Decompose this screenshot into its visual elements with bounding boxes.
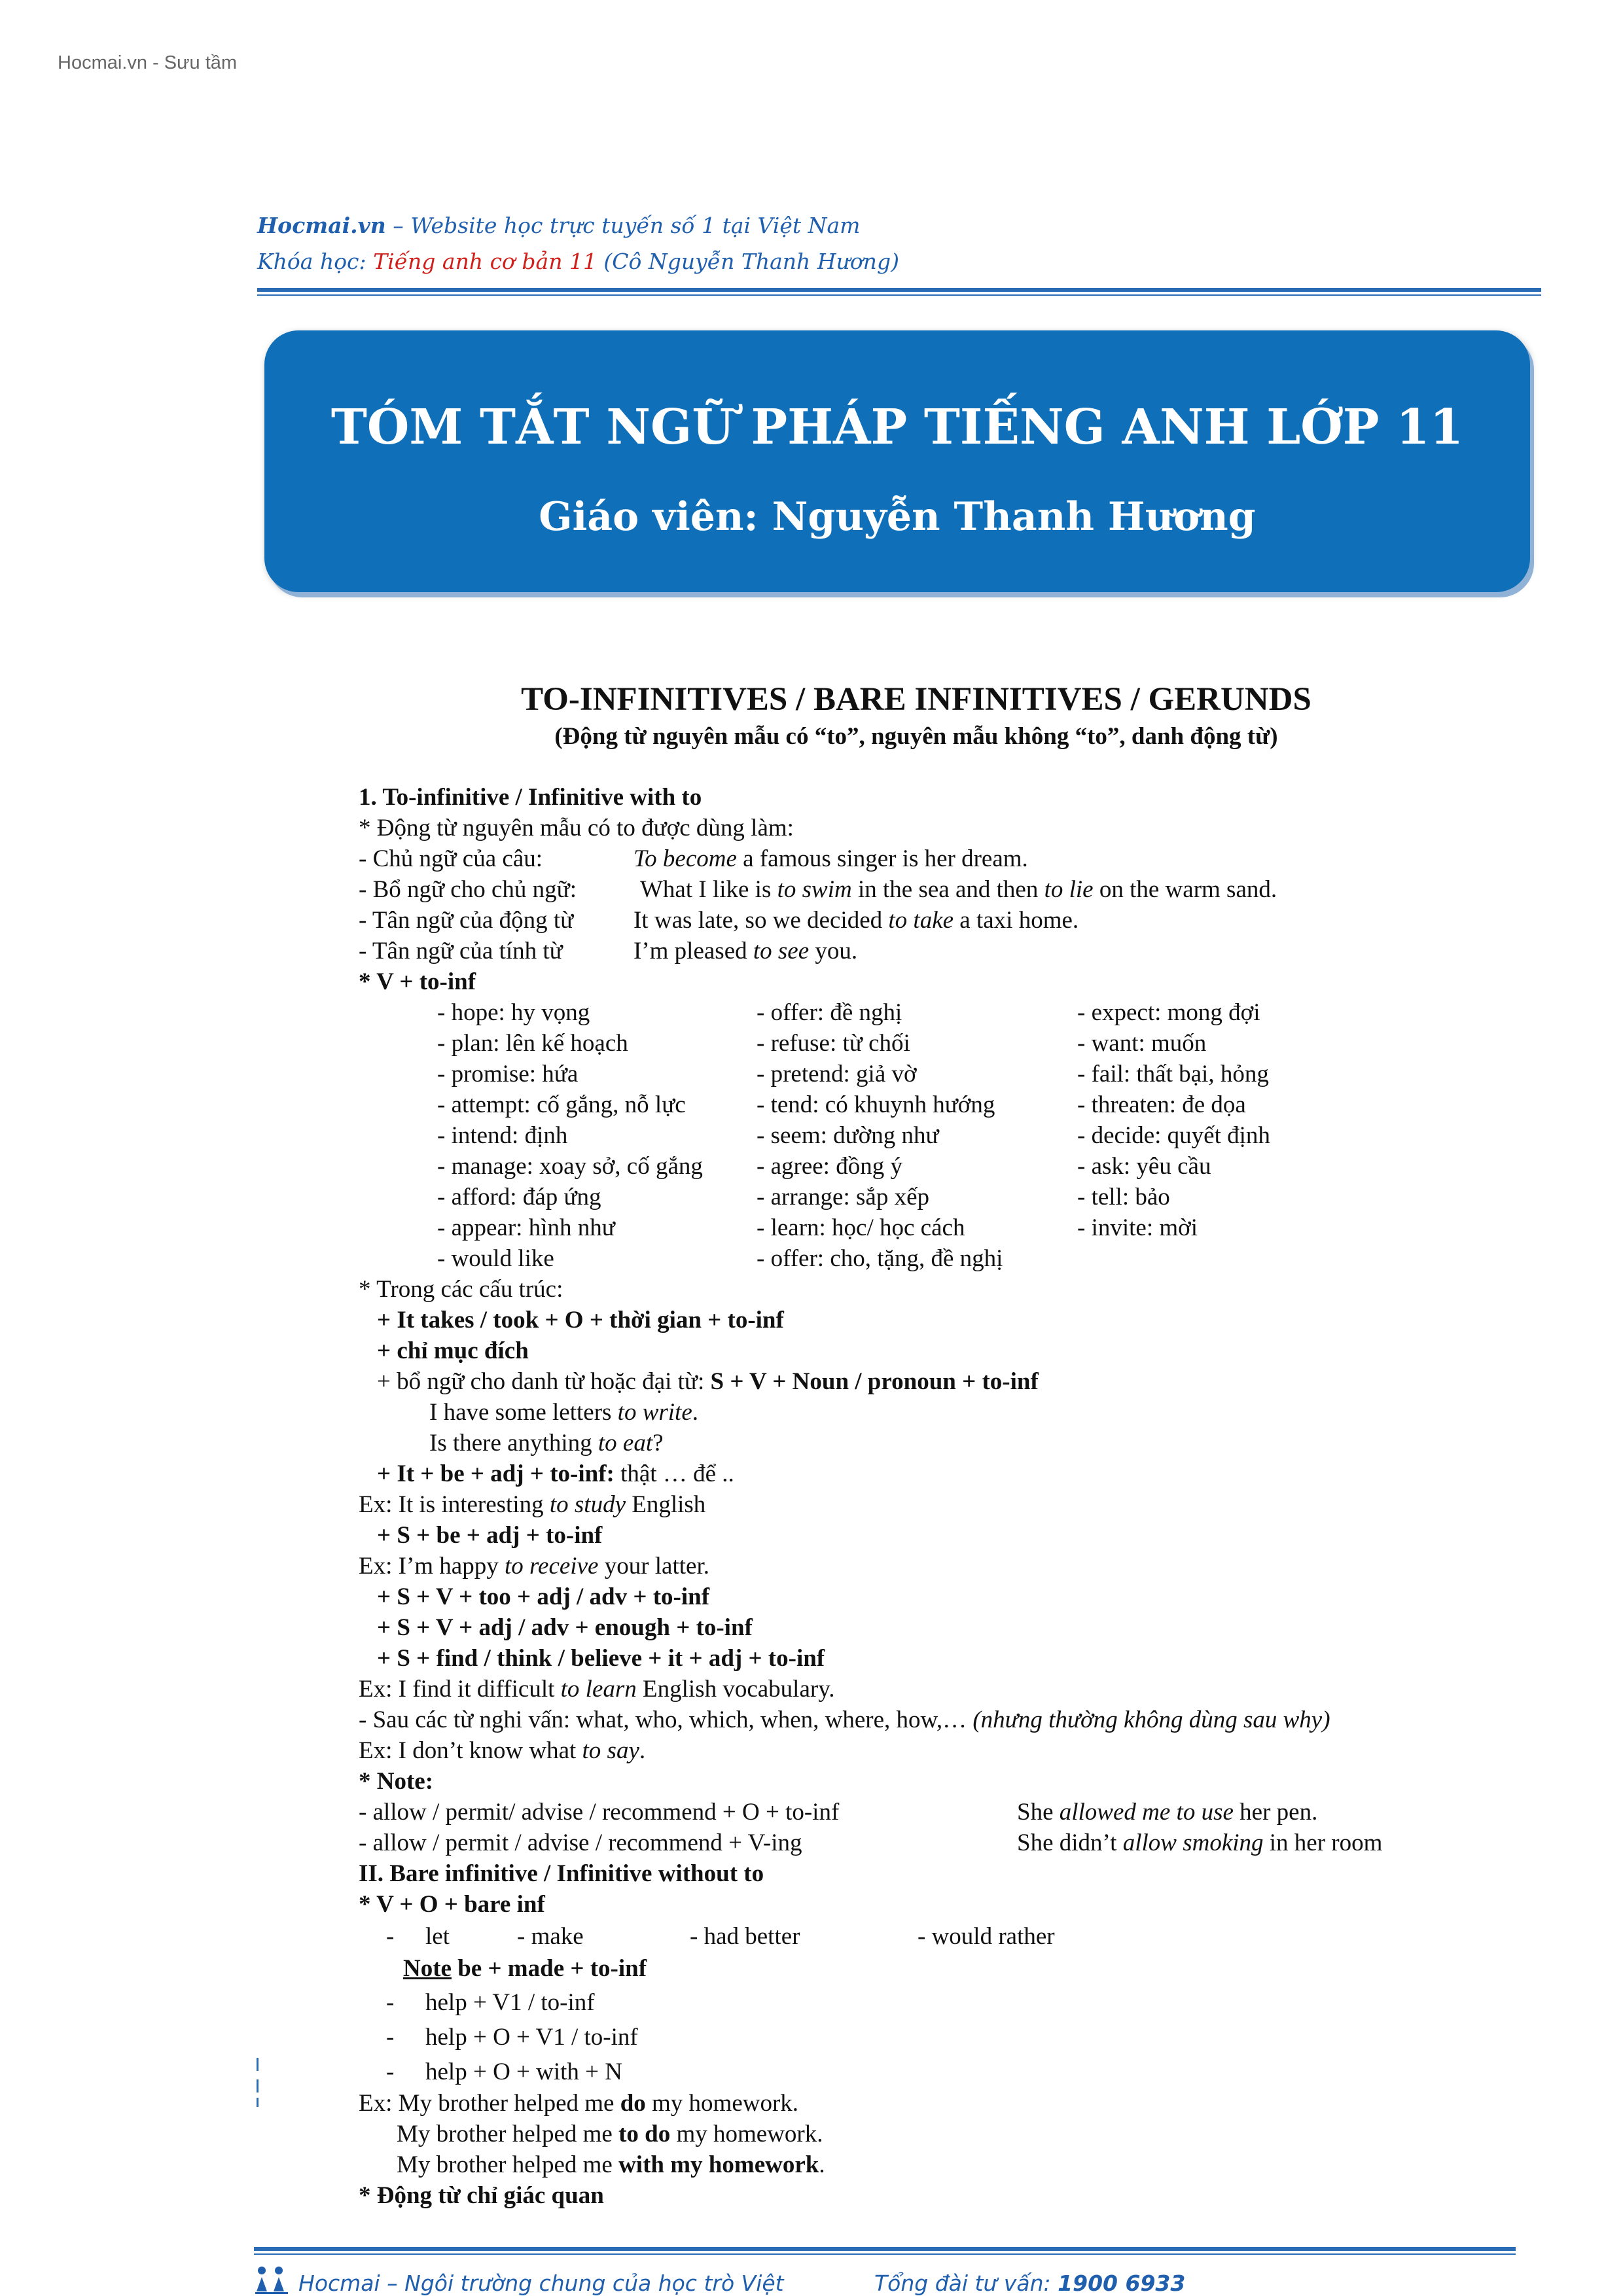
section-title: TO-INFINITIVES / BARE INFINITIVES / GERUNDS	[521, 681, 1311, 718]
structure-complement: + bổ ngữ cho danh từ hoặc đại từ: S + V + Noun / pronoun + to-inf	[377, 1368, 1039, 1395]
header-site-line: Hocmai.vn – Website học trực tuyến số 1 tại Việt Nam	[257, 213, 861, 238]
verb-table-cell: - pretend: giả vờ	[757, 1061, 917, 1087]
part1-heading: 1. To-infinitive / Infinitive with to	[359, 784, 702, 811]
example: My brother helped me to do my homework.	[397, 2121, 823, 2147]
example: My brother helped me with my homework.	[397, 2151, 825, 2178]
use-row: - Tân ngữ của động từ It was late, so we decided to take a taxi home.	[359, 907, 1079, 934]
bare-inf-verbs: - let - make - had better - would rather	[386, 1923, 1055, 1950]
use-row: - Chủ ngữ của câu: To become a famous singer is her dream.	[359, 845, 1028, 872]
header-rule-thin	[257, 294, 1541, 296]
help-rule: - help + O + with + N	[386, 2058, 623, 2085]
note-row: - allow / permit/ advise / recommend + O + to-inf She allowed me to use her pen.	[359, 1799, 1318, 1826]
example: Ex: I don’t know what to say.	[359, 1737, 646, 1764]
margin-mark	[257, 2079, 259, 2093]
verb-table-cell: - want: muốn	[1077, 1030, 1207, 1057]
document-title: TÓM TẮT NGỮ PHÁP TIẾNG ANH LỚP 11	[330, 399, 1464, 455]
site-link[interactable]: Hocmai.vn	[257, 213, 386, 238]
structure-be-adj: + S + be + adj + to-inf	[377, 1522, 603, 1549]
verb-table-cell: - decide: quyết định	[1077, 1122, 1270, 1149]
verb-table-cell: - offer: cho, tặng, đề nghị	[757, 1245, 1003, 1272]
verb-table-cell: - fail: thất bại, hỏng	[1077, 1061, 1269, 1087]
part2-heading: II. Bare infinitive / Infinitive without to	[359, 1860, 764, 1887]
verb-table-cell: - plan: lên kế hoạch	[437, 1030, 628, 1057]
verb-table-cell: - attempt: cố gắng, nỗ lực	[437, 1091, 686, 1118]
margin-mark	[257, 2058, 259, 2071]
watermark: Hocmai.vn - Sưu tầm	[58, 52, 238, 73]
part1-intro: * Động từ nguyên mẫu có to được dùng làm:	[359, 815, 794, 841]
structure-find: + S + find / think / believe + it + adj + to-inf	[377, 1645, 825, 1672]
verb-table-cell: - learn: học/ học cách	[757, 1214, 965, 1241]
footer-rule-thin	[254, 2253, 1516, 2255]
verb-table-cell: - tend: có khuynh hướng	[757, 1091, 995, 1118]
margin-mark	[257, 2098, 259, 2107]
title-banner	[264, 330, 1530, 592]
note-made: Note be + made + to-inf	[403, 1955, 647, 1982]
verb-table-cell: - seem: dường như	[757, 1122, 939, 1149]
verb-table-cell: - hope: hy vọng	[437, 999, 590, 1026]
verb-table-cell: - threaten: đe dọa	[1077, 1091, 1246, 1118]
example: Is there anything to eat?	[429, 1430, 664, 1457]
footer-hotline: Tổng đài tư vấn: 1900 6933	[874, 2270, 1186, 2296]
structure-it-takes: + It takes / took + O + thời gian + to-inf	[377, 1307, 784, 1333]
v-o-bare-inf-heading: * V + O + bare inf	[359, 1891, 545, 1918]
example: Ex: My brother helped me do my homework.	[359, 2090, 799, 2117]
structure-it-be-adj: + It + be + adj + to-inf: thật … để ..	[377, 1460, 734, 1487]
verb-table-cell: - arrange: sắp xếp	[757, 1184, 930, 1210]
perception-verbs-heading: * Động từ chỉ giác quan	[359, 2182, 604, 2209]
structure-enough: + S + V + adj / adv + enough + to-inf	[377, 1614, 753, 1641]
help-rule: - help + V1 / to-inf	[386, 1989, 595, 2016]
section-subtitle: (Động từ nguyên mẫu có “to”, nguyên mẫu không “to”, danh động từ)	[554, 723, 1278, 750]
course-name: Tiếng anh cơ bản 11	[373, 249, 597, 274]
structures-intro: * Trong các cấu trúc:	[359, 1276, 563, 1303]
verb-table-cell: - agree: đồng ý	[757, 1153, 902, 1180]
structure-purpose: + chỉ mục đích	[377, 1337, 529, 1364]
verb-table-cell: - afford: đáp ứng	[437, 1184, 601, 1210]
structure-too: + S + V + too + adj / adv + to-inf	[377, 1583, 710, 1610]
use-row: - Tân ngữ của tính từ I’m pleased to see you.	[359, 938, 858, 964]
verb-table-cell: - invite: mời	[1077, 1214, 1198, 1241]
header-rule	[257, 288, 1541, 292]
footer-rule	[254, 2247, 1516, 2251]
note-heading: * Note:	[359, 1768, 434, 1795]
footer-slogan: Hocmai – Ngôi trường chung của học trò Việt	[298, 2270, 784, 2296]
verb-table-cell: - appear: hình như	[437, 1214, 615, 1241]
note-row: - allow / permit / advise / recommend + V-ing She didn’t allow smoking in her room	[359, 1829, 1383, 1856]
verb-table-cell: - expect: mong đợi	[1077, 999, 1260, 1026]
example: Ex: It is interesting to study English	[359, 1491, 706, 1518]
example: Ex: I’m happy to receive your latter.	[359, 1553, 709, 1580]
header-course-line: Khóa học: Tiếng anh cơ bản 11 (Cô Nguyễn Thanh Hương)	[257, 249, 899, 274]
teacher-name: Giáo viên: Nguyễn Thanh Hương	[539, 494, 1256, 540]
hocmai-logo-icon	[254, 2265, 291, 2295]
verb-table-cell: - intend: định	[437, 1122, 568, 1149]
verb-table-cell: - manage: xoay sở, cố gắng	[437, 1153, 703, 1180]
wh-words-rule: - Sau các từ nghi vấn: what, who, which, when, where, how,… (nhưng thường không dùng sau why)	[359, 1706, 1330, 1733]
verb-table-cell: - refuse: từ chối	[757, 1030, 910, 1057]
example: I have some letters to write.	[429, 1399, 699, 1426]
v-to-inf-heading: * V + to-inf	[359, 968, 476, 995]
verb-table-cell: - offer: đề nghị	[757, 999, 902, 1026]
hotline-number[interactable]: 1900 6933	[1058, 2270, 1186, 2296]
verb-table-cell: - tell: bảo	[1077, 1184, 1170, 1210]
example: Ex: I find it difficult to learn English vocabulary.	[359, 1676, 835, 1703]
use-row: - Bổ ngữ cho chủ ngữ: What I like is to swim in the sea and then to lie on the warm sand.	[359, 876, 1277, 903]
verb-table-cell: - would like	[437, 1245, 554, 1272]
verb-table-cell: - promise: hứa	[437, 1061, 579, 1087]
verb-table-cell: - ask: yêu cầu	[1077, 1153, 1211, 1180]
help-rule: - help + O + V1 / to-inf	[386, 2024, 638, 2051]
